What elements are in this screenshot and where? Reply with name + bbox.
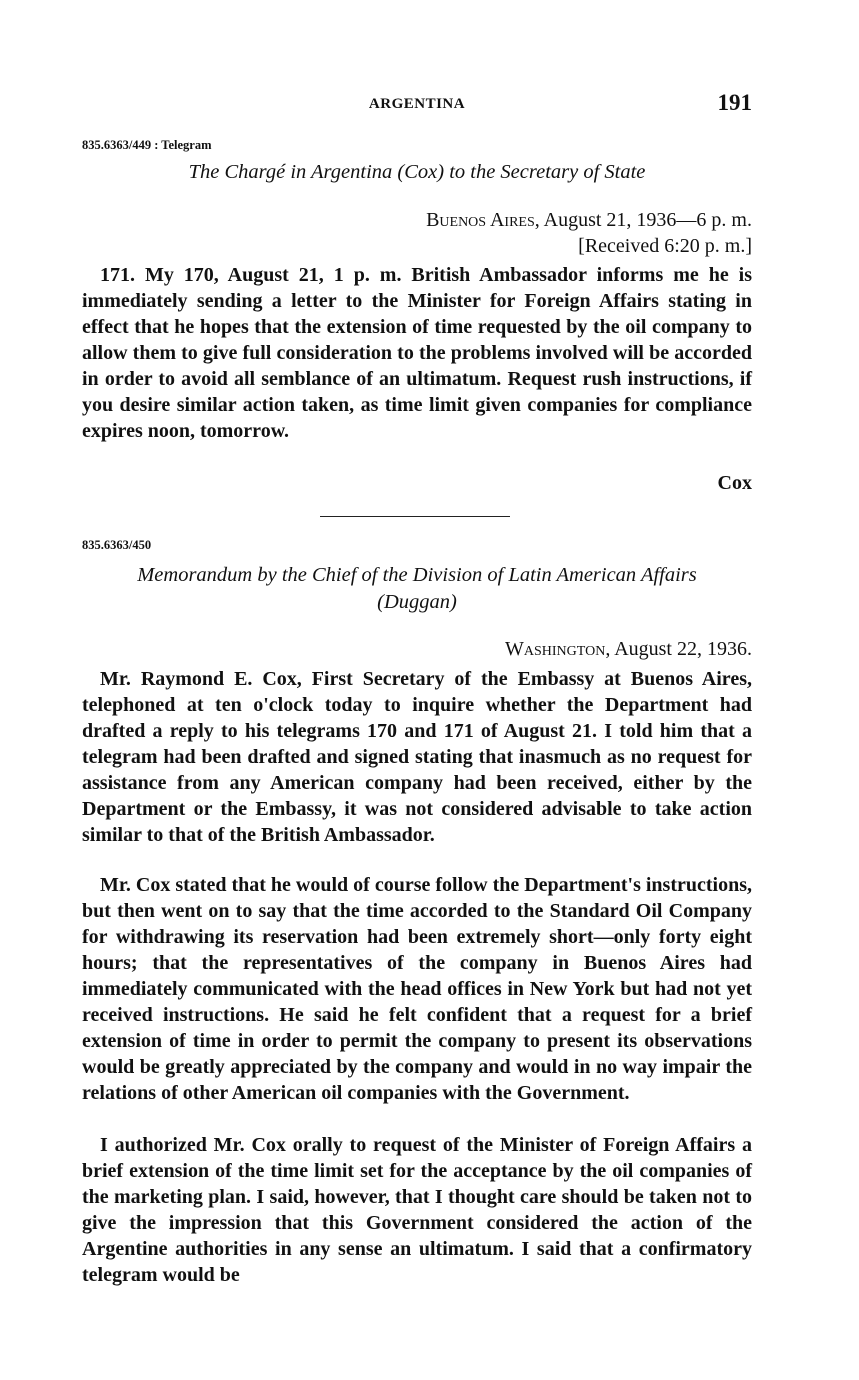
doc1-dateline <box>426 207 752 233</box>
doc1-file-number: 835.6363/449 : Telegram <box>82 138 212 152</box>
doc2-place: Washington <box>505 638 606 660</box>
page-number: 191 <box>717 90 752 115</box>
doc2-paragraph-1: Mr. Raymond E. Cox, First Secretary of the Embassy at Buenos Aires, telephoned at ten o'clock today to inquire whether the Department had drafted a reply to his telegrams 170 and 171 of August 21. I told him that a telegram had been drafted and signed stating that inasmuch as no request for assistance from any American company had been received, either by the Department or the Embassy, it was not considered advisable to take action similar to that of the British Ambassador. <box>82 668 752 846</box>
doc1-place: Buenos Aires <box>426 209 535 231</box>
doc2-file-number: 835.6363/450 <box>82 538 152 552</box>
doc2-dateline <box>505 636 752 662</box>
running-head <box>82 92 752 122</box>
doc2-title-line1: Memorandum by the Chief of the Division of Latin American Affairs <box>137 564 697 586</box>
doc2-date: , August 22, 1936. <box>605 638 752 660</box>
doc1-date: , August 21, 1936—6 p. m. <box>534 209 752 231</box>
doc2-paragraph-3: I authorized Mr. Cox orally to request of the Minister of Foreign Affairs a brief extension of the time limit set for the acceptance by the oil companies of the marketing plan. I said, however, that I thought care should be taken not to give the impression that this Government considered the action of the Argentine authorities in any sense an ultimatum. I said that a confirmatory telegram would be <box>82 1134 752 1286</box>
doc2-paragraph-2: Mr. Cox stated that he would of course follow the Department's instructions, but then went on to say that the time accorded to the Standard Oil Company for withdrawing its reservation had been extremely short—only forty eight hours; that the representatives of the company in Buenos Aires had immediately communicated with the head offices in New York but had not yet received instructions. He said he felt confident that a request for a brief extension of time in order to permit the company to present its observations would be greatly appreciated by the company and would in no way impair the relations of other American oil companies with the Government. <box>82 874 752 1104</box>
running-title: ARGENTINA <box>368 96 466 112</box>
section-divider <box>320 516 510 517</box>
doc1-received: [Received 6:20 p. m.] <box>578 235 752 257</box>
doc1-signature: Cox <box>717 472 752 494</box>
doc1-title: The Chargé in Argentina (Cox) to the Secretary of State <box>188 161 646 183</box>
doc1-body: 171. My 170, August 21, 1 p. m. British Ambassador informs me he is immediately sending a letter to the Minister for Foreign Affairs stating in effect that he hopes that the extension of time requested by the oil company to allow them to give full consideration to the problems involved will be accorded in order to avoid all semblance of an ultimatum. Request rush instructions, if you desire similar action taken, as time limit given companies for compliance expires noon, tomorrow. <box>82 264 752 442</box>
doc2-title-line2: (Duggan) <box>377 591 457 613</box>
